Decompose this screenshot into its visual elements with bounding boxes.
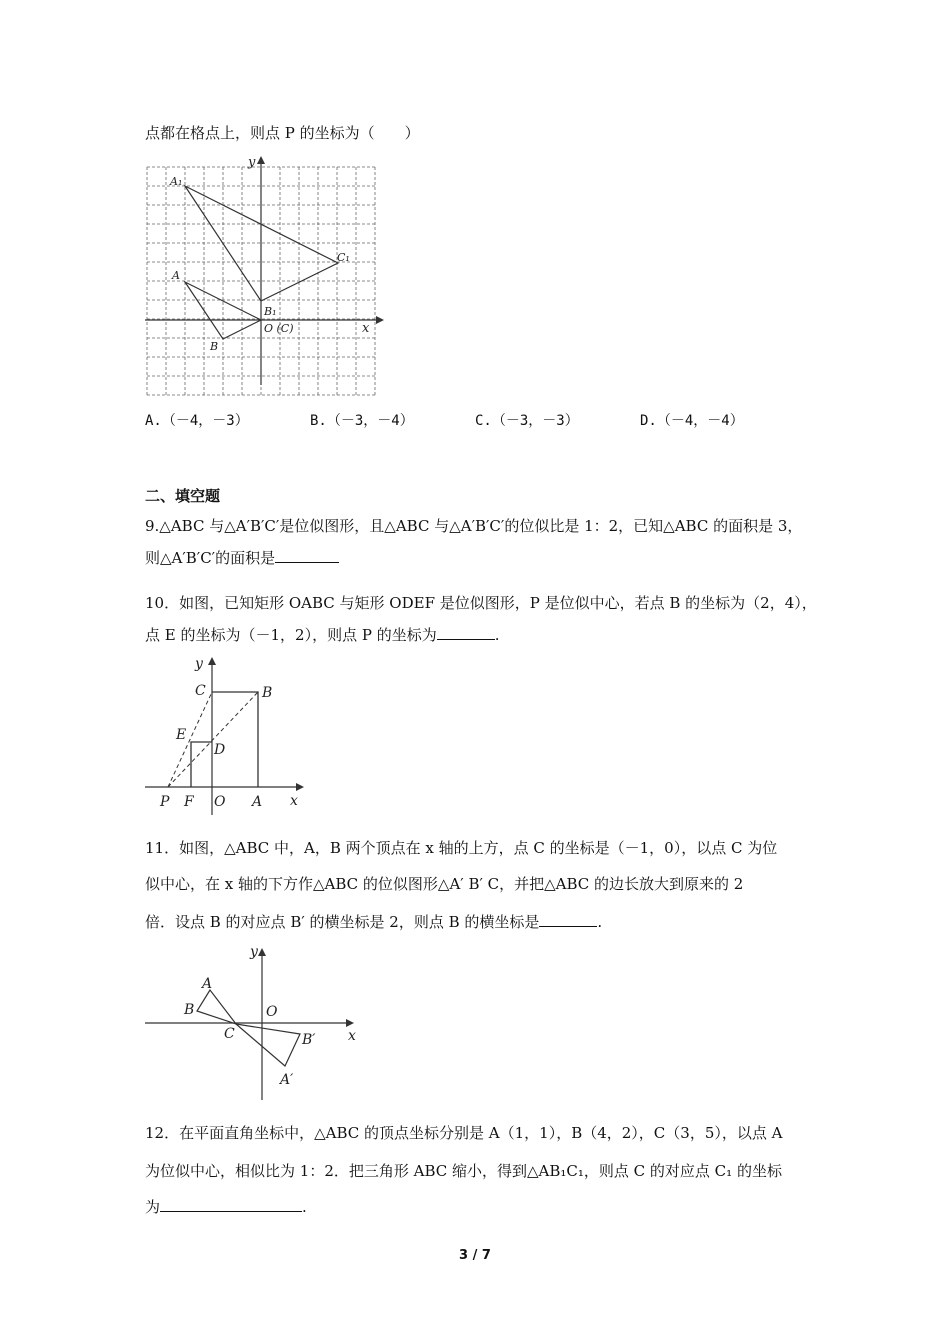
q8-label-a: A (172, 269, 180, 282)
q8-option-d[interactable]: D.（－4，－4） (640, 413, 744, 429)
q11-label-b: B (184, 1002, 195, 1018)
q8-stem: 点都在格点上，则点 P 的坐标为（ ） (145, 124, 420, 142)
q12-answer-blank[interactable] (160, 1197, 302, 1212)
q10-label-e: E (176, 727, 187, 743)
q10-line1: 10．如图，已知矩形 OABC 与矩形 ODEF 是位似图形，P 是位似中心，若点 B 的坐标为（2，4）， (145, 594, 817, 612)
page-number: 3 / 7 (459, 1248, 491, 1263)
q10-line2 (145, 625, 500, 645)
q11-line1: 11．如图，△ABC 中，A，B 两个顶点在 x 轴的上方，点 C 的坐标是（－1，0），以点 C 为位 (145, 839, 778, 857)
q11-label-b2: B′ (302, 1032, 316, 1048)
q10-period: . (494, 626, 500, 644)
q8-option-b[interactable]: B.（－3，－4） (310, 413, 414, 429)
q8-option-a[interactable]: A.（－4，－3） (145, 413, 249, 429)
q11-label-o: O (266, 1004, 278, 1020)
q12-line3-text: 为 (145, 1198, 161, 1216)
q11-label-a2: A′ (280, 1072, 294, 1088)
q10-y-arrow (208, 657, 216, 665)
q10-x-arrow (296, 783, 304, 791)
q12-line1: 12．在平面直角坐标中，△ABC 的顶点坐标分别是 A（1，1），B（4，2），C（3，5），以点 A (145, 1124, 783, 1142)
q8-label-b: B (210, 340, 219, 353)
q10-label-o: O (214, 794, 226, 810)
q10-dashed-pc (168, 692, 212, 787)
q8-figure (140, 155, 390, 395)
q10-label-y: y (195, 656, 203, 672)
q12-line3 (145, 1197, 307, 1217)
q12-period: . (302, 1198, 307, 1216)
q10-label-x: x (290, 793, 298, 809)
q11-label-c: C (224, 1026, 235, 1042)
q10-rect-oabc (212, 692, 258, 787)
q8-label-a1: A₁ (170, 175, 183, 188)
q11-figure (140, 940, 370, 1105)
q8-label-x: x (362, 321, 370, 336)
q11-label-a: A (202, 976, 213, 992)
section-title: 二、填空题 (145, 487, 221, 505)
q11-triangle-abc (197, 990, 236, 1024)
q9-answer-blank[interactable] (275, 548, 339, 563)
q8-label-y: y (248, 155, 256, 170)
q10-label-d: D (214, 742, 226, 758)
q10-label-a: A (252, 794, 263, 810)
q10-label-b: B (262, 685, 273, 701)
q11-line2: 似中心，在 x 轴的下方作△ABC 的位似图形△A′ B′ C，并把△ABC 的边长放大到原来的 2 (145, 875, 744, 893)
q10-label-p: P (160, 794, 170, 810)
q11-line3 (145, 912, 602, 932)
q11-label-x: x (348, 1028, 356, 1044)
q10-label-c: C (195, 683, 206, 699)
q10-rect-odef (191, 742, 212, 787)
q8-label-c1: C₁ (337, 251, 350, 264)
q8-triangle-abc (185, 282, 261, 339)
q11-y-arrow (258, 948, 266, 956)
q8-label-o: O (C) (264, 322, 294, 335)
q11-answer-blank[interactable] (539, 912, 597, 927)
q11-label-y: y (250, 944, 258, 960)
q10-figure (140, 655, 310, 820)
q8-x-arrow (376, 316, 384, 324)
q10-line2-text: 点 E 的坐标为（－1，2），则点 P 的坐标为 (145, 626, 437, 644)
q9-line2 (145, 548, 339, 568)
q9-line2-text: 则△A′B′C′的面积是 (145, 549, 276, 567)
q8-y-arrow (257, 156, 265, 164)
q8-label-b1: B₁ (264, 305, 277, 318)
q8-option-c[interactable]: C.（－3，－3） (475, 413, 579, 429)
q11-triangle-a2b2c (236, 1024, 300, 1066)
q10-label-f: F (184, 794, 194, 810)
q11-x-arrow (346, 1019, 354, 1027)
q11-line3-text: 倍．设点 B 的对应点 B′ 的横坐标是 2，则点 B 的横坐标是 (145, 913, 540, 931)
q11-period: . (597, 913, 603, 931)
q10-answer-blank[interactable] (437, 625, 495, 640)
q9-line1: 9.△ABC 与△A′B′C′是位似图形，且△ABC 与△A′B′C′的位似比是 1：2，已知△ABC 的面积是 3， (145, 517, 803, 535)
q12-line2: 为位似中心，相似比为 1：2．把三角形 ABC 缩小，得到△AB₁C₁，则点 C 的对应点 C₁ 的坐标 (145, 1162, 782, 1180)
